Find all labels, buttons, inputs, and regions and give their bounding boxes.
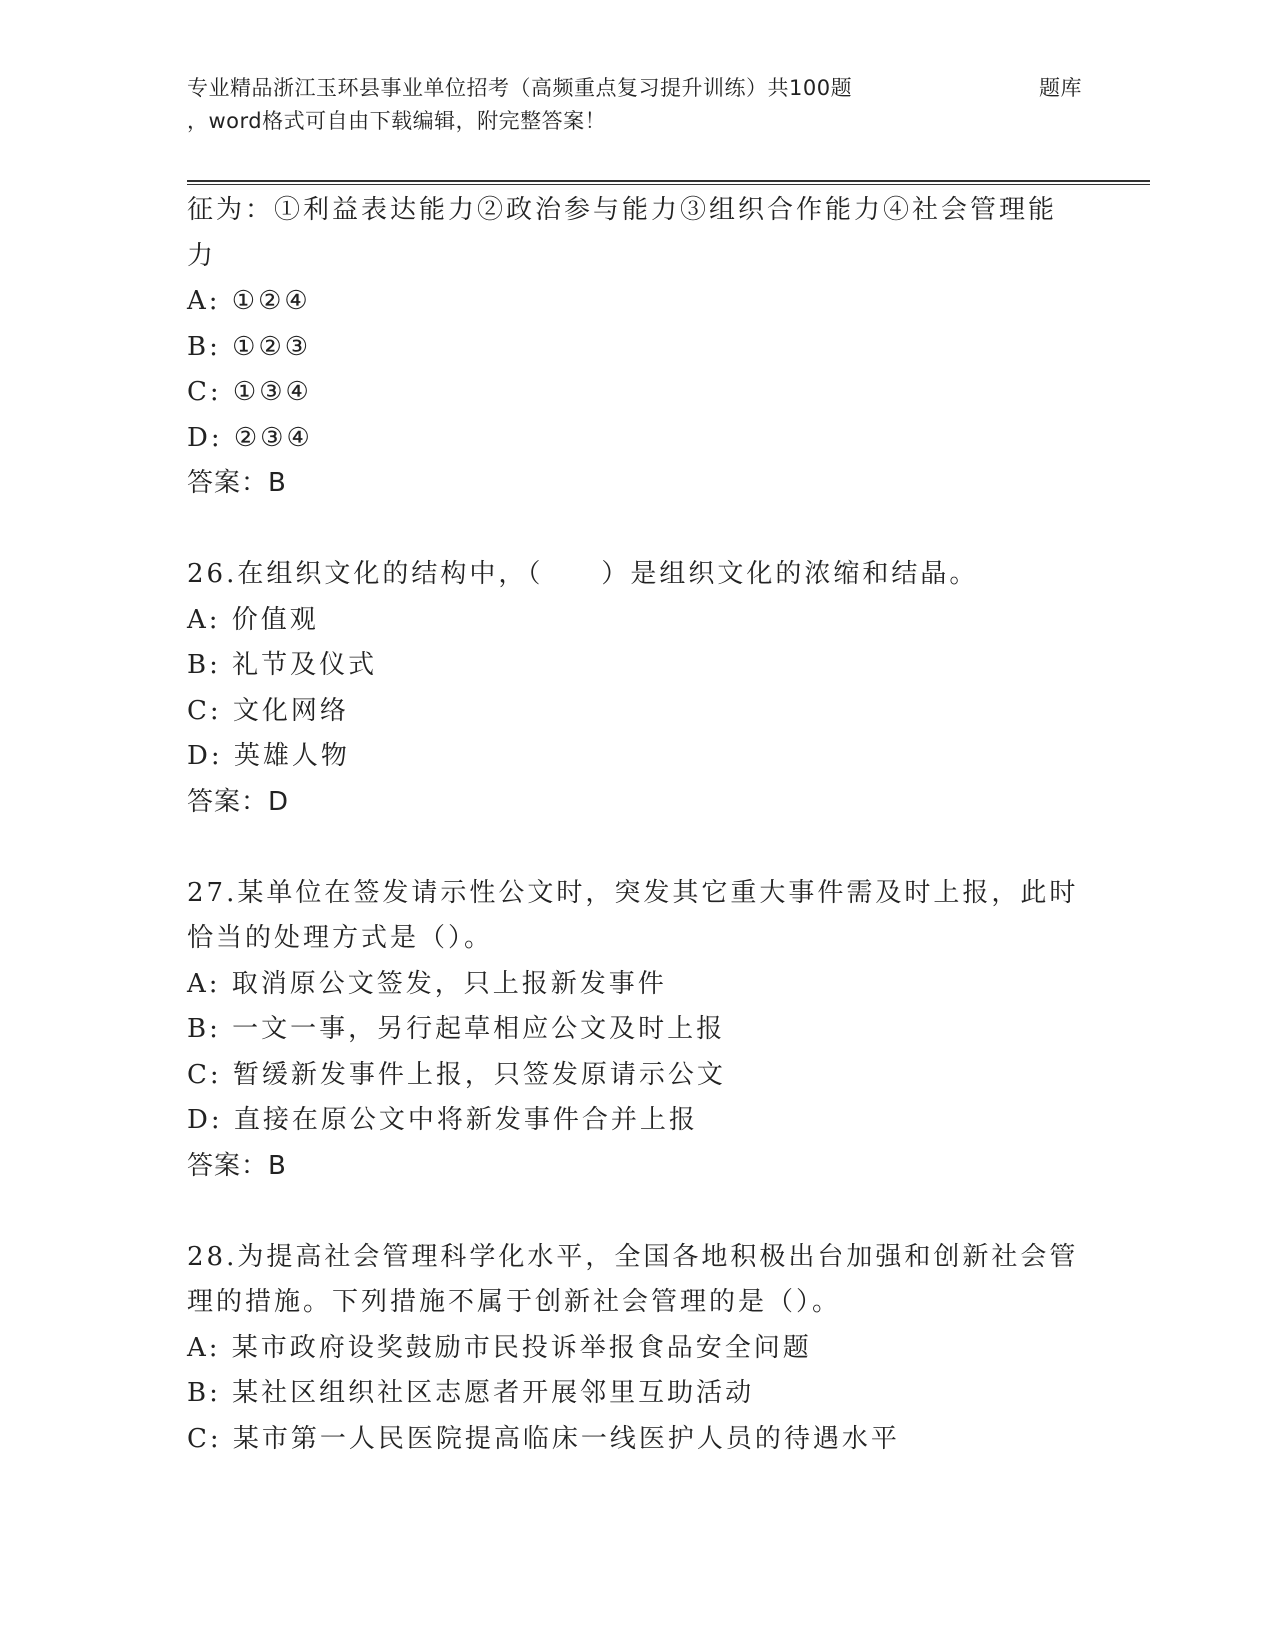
header-subtitle: ，word格式可自由下载编辑，附完整答案！ [187,109,607,133]
option-b: B: 礼节及仪式 [187,650,378,680]
answer: 答案：D [187,786,290,817]
option-a: A: ①②④ [187,286,311,316]
option-a: A: 价值观 [187,604,319,635]
spacer [187,825,1087,871]
option-c: C: 暂缓新发事件上报，只签发原请示公文 [187,1059,726,1090]
option-a: A: 某市政府设奖鼓励市民投诉举报食品安全问题 [187,1332,812,1363]
page-header [187,72,1087,138]
option-d: D: 直接在原公文中将新发事件合并上报 [187,1105,698,1135]
question-stem: 征为：①利益表达能力②政治参与能力③组织合作能力④社会管理能 [187,195,1058,225]
question-26 [187,552,1087,825]
answer: 答案：B [187,1150,287,1181]
option-b: B: 一文一事，另行起草相应公文及时上报 [187,1014,726,1044]
answer: 答案：B [187,468,287,498]
question-continuation [187,188,1087,507]
question-stem: 恰当的处理方式是（）。 [187,923,494,953]
option-d: D: ②③④ [187,422,313,453]
question-stem: 26.在组织文化的结构中，（ ）是组织文化的浓缩和结晶。 [187,559,979,589]
header-title: 专业精品浙江玉环县事业单位招考（高频重点复习提升训练）共100题 [187,76,853,100]
option-b: B: 某社区组织社区志愿者开展邻里互助活动 [187,1378,755,1408]
header-tag: 题库 [1039,76,1082,100]
spacer [187,507,1087,553]
question-stem: 理的措施。下列措施不属于创新社会管理的是（）。 [187,1287,842,1317]
option-a: A: 取消原公文签发，只上报新发事件 [187,968,667,999]
option-d: D: 英雄人物 [187,741,350,771]
question-28 [187,1235,1087,1463]
question-stem: 27.某单位在签发请示性公文时，突发其它重大事件需及时上报，此时 [187,877,1079,908]
option-c: C: ①③④ [187,377,312,407]
question-stem: 28.为提高社会管理科学化水平，全国各地积极出台加强和创新社会管 [187,1241,1079,1272]
question-stem: 力 [187,240,217,271]
option-c: C: 文化网络 [187,695,349,726]
header-divider [187,180,1150,182]
option-c: C: 某市第一人民医院提高临床一线医护人员的待遇水平 [187,1423,900,1454]
header-line [187,72,1087,105]
option-b: B: ①②③ [187,331,312,362]
spacer [187,1189,1087,1235]
question-27 [187,871,1087,1190]
document-body [187,188,1087,1462]
header-divider-thin [187,184,1150,185]
